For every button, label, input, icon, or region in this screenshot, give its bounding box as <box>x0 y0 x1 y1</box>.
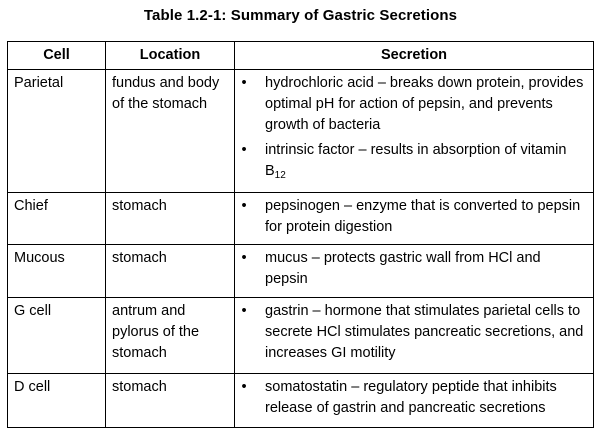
table-title: Table 1.2-1: Summary of Gastric Secretions <box>143 7 458 24</box>
column-header-cell: Cell <box>8 42 106 70</box>
cell-type: D cell <box>8 374 106 428</box>
bullet-icon: • <box>241 379 247 395</box>
bullet-icon: • <box>241 142 247 158</box>
cell-type: Mucous <box>8 245 106 298</box>
bullet-icon: • <box>241 198 247 214</box>
secretion-list <box>235 73 587 182</box>
secretion-text: pepsinogen – enzyme that is converted to pepsin for protein digestion <box>265 198 581 235</box>
bullet-icon: • <box>241 303 247 319</box>
cell-secretion <box>235 193 594 245</box>
secretion-list <box>235 377 587 419</box>
secretion-item <box>235 196 587 238</box>
cell-location: antrum and pylorus of the stomach <box>106 298 235 374</box>
gastric-secretions-table <box>7 41 594 428</box>
table-row <box>8 70 594 193</box>
cell-type: G cell <box>8 298 106 374</box>
table-header-row <box>8 42 594 70</box>
table-row <box>8 245 594 298</box>
bullet-icon: • <box>241 75 247 91</box>
cell-location: fundus and body of the stomach <box>106 70 235 193</box>
secretion-text: gastrin – hormone that stimulates parietal cells to secrete HCl stimulates pancreatic secretions, and increases GI motility <box>265 303 584 361</box>
subscript-text: 12 <box>274 170 286 181</box>
secretion-text: intrinsic factor – results in absorption of vitamin B <box>265 142 567 179</box>
cell-secretion <box>235 374 594 428</box>
secretion-item <box>235 140 587 182</box>
secretion-text: somatostatin – regulatory peptide that inhibits release of gastrin and pancreatic secretions <box>265 379 557 416</box>
table-row <box>8 374 594 428</box>
secretion-list <box>235 248 587 290</box>
bullet-icon: • <box>241 250 247 266</box>
cell-location: stomach <box>106 193 235 245</box>
column-header-location: Location <box>106 42 235 70</box>
secretion-item <box>235 377 587 419</box>
secretion-text: mucus – protects gastric wall from HCl and pepsin <box>265 250 541 287</box>
secretion-list <box>235 301 587 364</box>
column-header-secretion: Secretion <box>235 42 594 70</box>
cell-secretion <box>235 245 594 298</box>
secretion-item <box>235 73 587 136</box>
secretion-item <box>235 301 587 364</box>
cell-location: stomach <box>106 374 235 428</box>
cell-type: Parietal <box>8 70 106 193</box>
cell-secretion <box>235 298 594 374</box>
cell-type: Chief <box>8 193 106 245</box>
table-row <box>8 193 594 245</box>
cell-location: stomach <box>106 245 235 298</box>
secretion-list <box>235 196 587 238</box>
cell-secretion <box>235 70 594 193</box>
secretion-text: hydrochloric acid – breaks down protein, provides optimal pH for action of pepsin, and prevents growth of bacteria <box>265 75 584 133</box>
secretion-item <box>235 248 587 290</box>
table-row <box>8 298 594 374</box>
